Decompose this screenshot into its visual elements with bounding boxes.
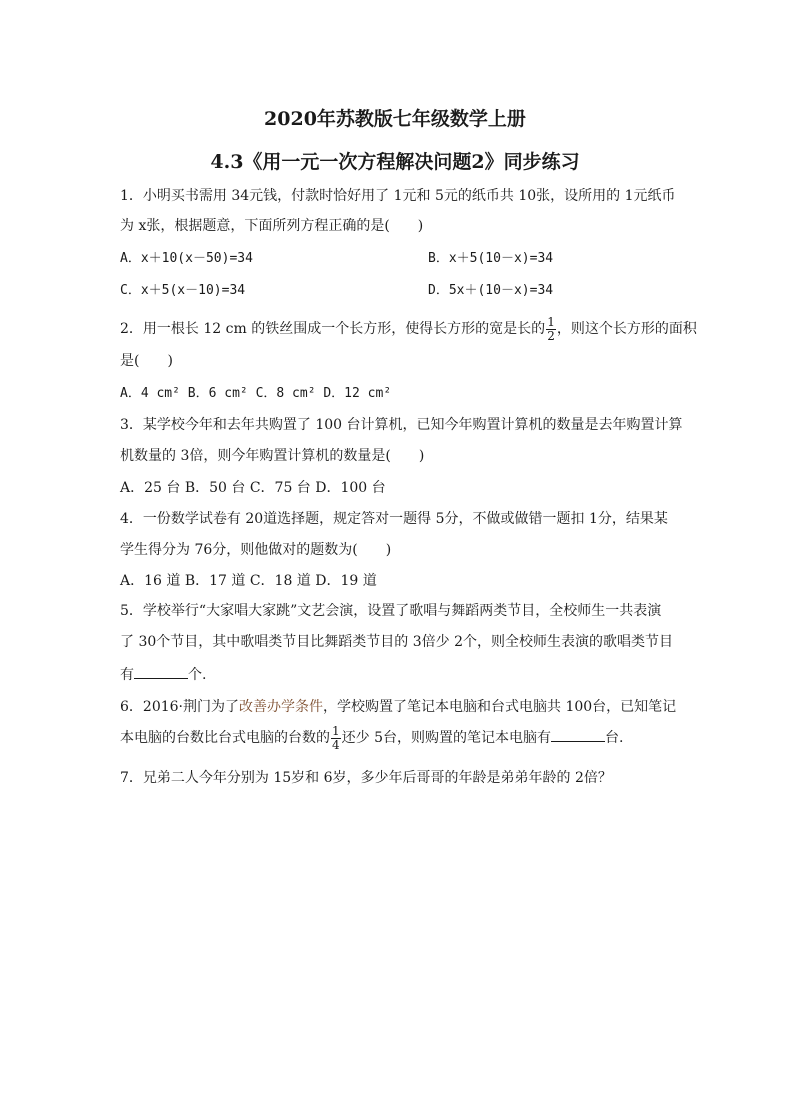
q5-text-post: 个.: [188, 667, 207, 683]
q2-text-post: ，则这个长方形的面积: [556, 321, 697, 337]
q6-fraction: [331, 725, 341, 752]
q5-line2: 了 30个节目，其中歌唱类节目比舞蹈类节目的 3倍少 2个，则全校师生表演的歌唱类节目: [120, 634, 673, 650]
q6-answer-blank: [551, 727, 605, 742]
q6-line1: [120, 697, 680, 717]
q1-option-c: C．x＋5(x－10)=34: [120, 283, 246, 298]
q4-line1: 4．一份数学试卷有 20道选择题，规定答对一题得 5分，不做或做错一题扣 1分，结果某: [120, 511, 668, 527]
document-title: 2020年苏教版七年级数学上册: [264, 108, 526, 130]
q3-line1: 3．某学校今年和去年共购置了 100 台计算机，已知今年购置计算机的数量是去年购置计算: [120, 417, 683, 433]
q4-line2: 学生得分为 76分，则他做对的题数为( ): [120, 542, 392, 558]
q6-frac-denominator: 4: [332, 737, 340, 752]
document-subtitle: 4.3《用一元一次方程解决问题2》同步练习: [210, 151, 580, 173]
q6-text-c: ，学校购置了笔记本电脑和台式电脑共 100台，已知笔记: [323, 699, 677, 715]
q1-options-row1: [120, 249, 680, 269]
q1-option-b: B．x＋5(10－x)=34: [428, 251, 554, 266]
q7-line1: 7．兄弟二人今年分别为 15岁和 6岁，多少年后哥哥的年龄是弟弟年龄的 2倍？: [120, 770, 612, 786]
q1-option-d: D．5x＋(10－x)=34: [428, 283, 554, 298]
q6-text-pre: 本电脑的台数比台式电脑的台数的: [120, 730, 330, 746]
q3-options: A．25 台 B．50 台 C．75 台 D．100 台: [120, 480, 386, 496]
q2-fraction: [546, 316, 556, 343]
q5-line3: [120, 664, 680, 685]
q2-frac-numerator: 1: [547, 314, 555, 329]
q5-text-pre: 有: [120, 667, 134, 683]
q6-frac-numerator: 1: [332, 723, 340, 738]
q3-line2: 机数量的 3倍，则今年购置计算机的数量是( ): [120, 448, 425, 464]
q5-line1: 5．学校举行“大家唱大家跳”文艺会演，设置了歌唱与舞蹈两类节目，全校师生一共表演: [120, 603, 662, 619]
q2-frac-denominator: 2: [547, 328, 555, 343]
q6-text-b: 改善办学条件: [239, 699, 323, 715]
q1-option-a: A．x＋10(x－50)=34: [120, 251, 253, 266]
q1-line1: 1．小明买书需用 34元钱，付款时恰好用了 1元和 5元的纸币共 10张，设所用的 1元纸币: [120, 188, 676, 204]
q6-text-post: 台.: [605, 730, 624, 746]
q4-options: A．16 道 B．17 道 C．18 道 D．19 道: [120, 573, 377, 589]
q6-text-a: 6．2016·荆门为了: [120, 699, 239, 715]
q6-line2: [120, 724, 680, 752]
q1-line2: 为 x张，根据题意，下面所列方程正确的是( ): [120, 218, 424, 234]
q5-answer-blank: [134, 664, 188, 679]
q2-options: A．4 cm² B．6 cm² C．8 cm² D．12 cm²: [120, 386, 392, 401]
q1-options-row2: [120, 281, 680, 301]
q6-text-mid: 还少 5台，则购置的笔记本电脑有: [341, 730, 551, 746]
q2-line2: 是( ): [120, 353, 173, 369]
q2-line1: [120, 314, 697, 343]
q2-text-pre: 2．用一根长 12 cm 的铁丝围成一个长方形，使得长方形的宽是长的: [120, 321, 546, 337]
